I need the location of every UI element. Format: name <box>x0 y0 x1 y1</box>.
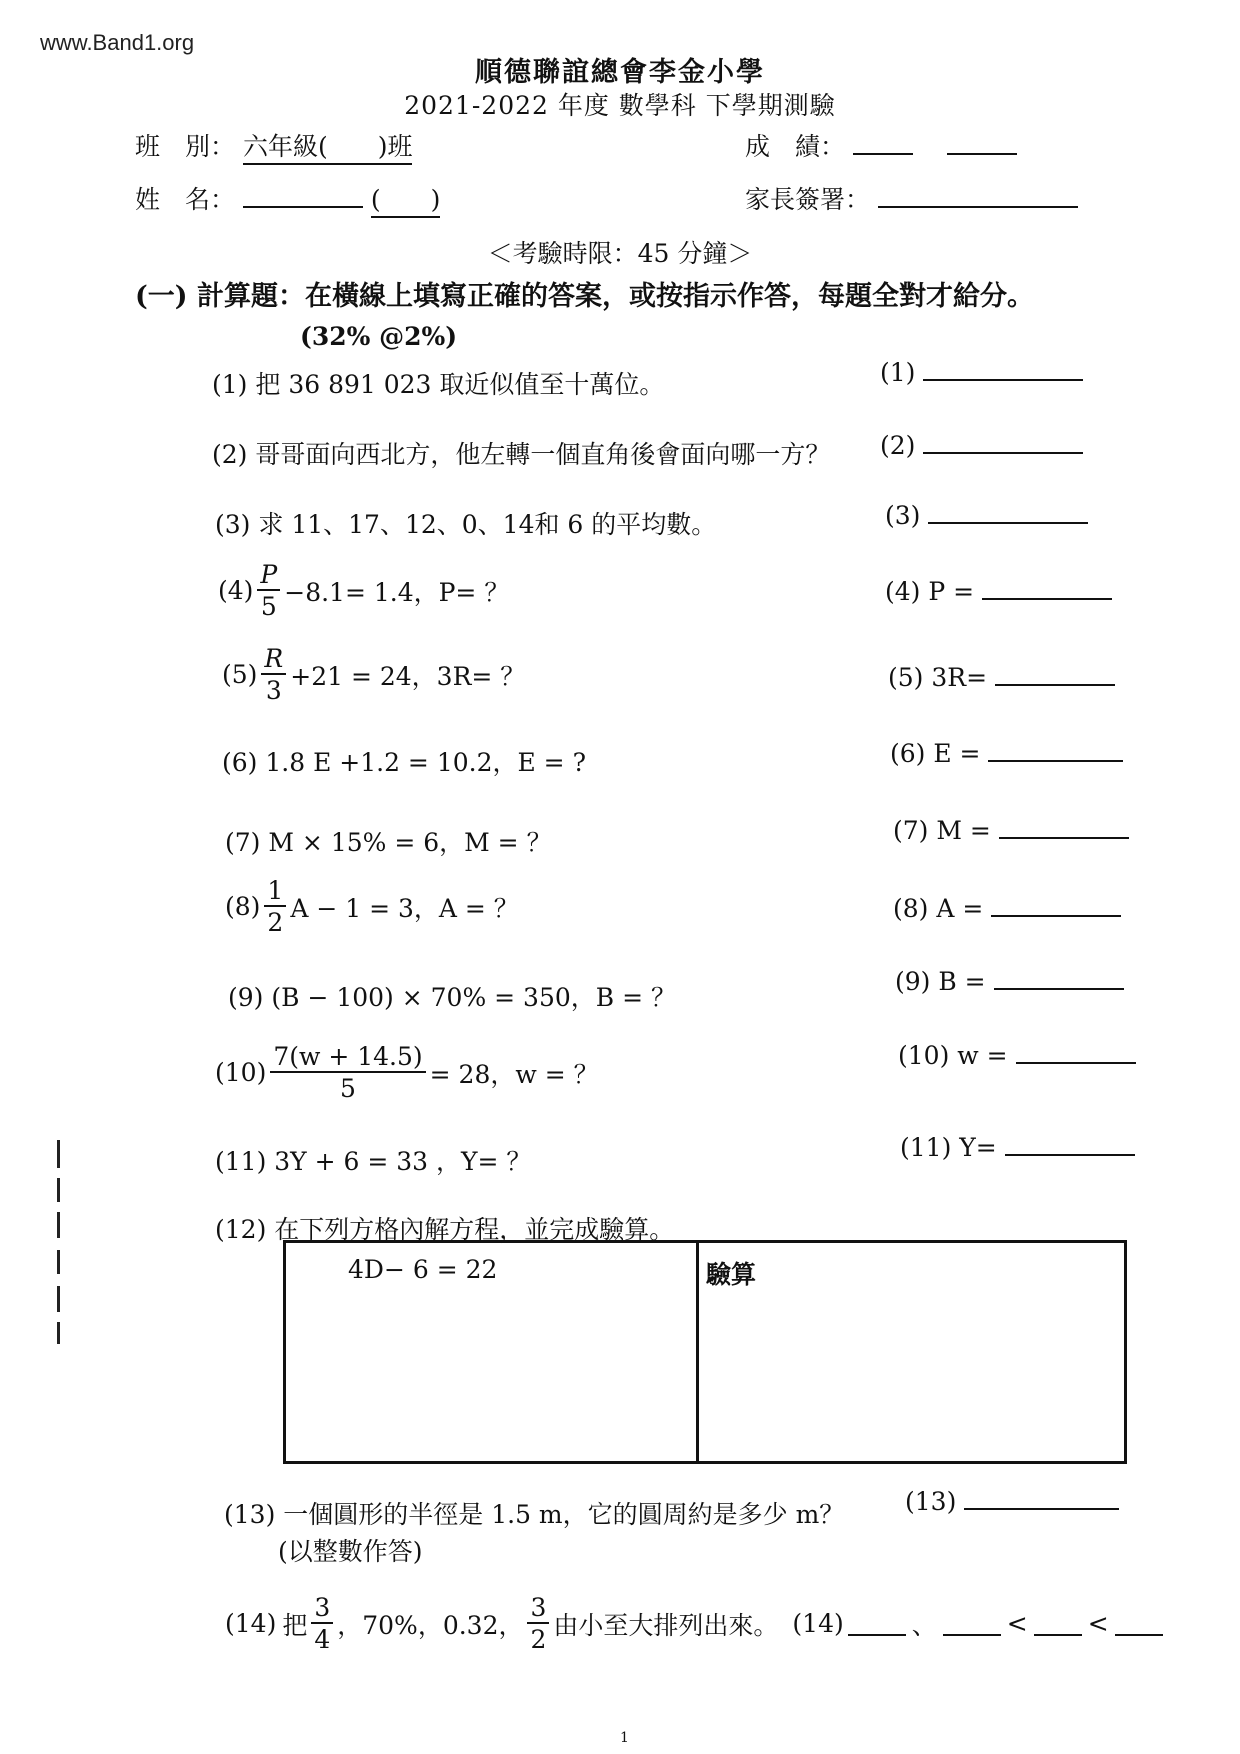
scan-edge-mark <box>57 1286 60 1312</box>
denominator: 5 <box>260 592 277 621</box>
question-number: (11) <box>215 1147 267 1176</box>
parent-row <box>745 180 1078 216</box>
answer-label: (5) 3R= <box>888 663 988 692</box>
name-number-field[interactable]: ( ) <box>371 180 441 218</box>
answer-blank[interactable] <box>988 738 1123 762</box>
answer-10 <box>898 1040 1136 1070</box>
fraction <box>257 562 280 619</box>
question-3 <box>215 505 716 541</box>
answer-blank[interactable] <box>994 966 1124 990</box>
answer-blank-1[interactable] <box>848 1612 906 1636</box>
numerator: P <box>257 562 280 591</box>
answer-label: (4) P = <box>885 577 975 606</box>
section-title: (一) 計算題：在橫線上填寫正確的答案，或按指示作答，每題全對才給分。 <box>135 281 1034 312</box>
page-number: 1 <box>620 1730 629 1746</box>
question-text: (B − 100) × 70% = 350，B = ？ <box>271 983 676 1012</box>
question-text: 求 11、17、12、0、14和 6 的平均數。 <box>258 510 717 539</box>
question-text: 1.8 E +1.2 = 10.2，E = ? <box>265 748 586 777</box>
answer-blank[interactable] <box>1005 1132 1135 1156</box>
parent-signature-field[interactable] <box>878 206 1078 208</box>
working-box <box>283 1240 1127 1464</box>
numerator: 1 <box>264 878 286 907</box>
separator-2: < <box>1006 1609 1028 1638</box>
question-number: (3) <box>215 510 251 539</box>
question-text-mid: ，70%，0.32， <box>337 1610 524 1640</box>
scan-edge-mark <box>57 1178 60 1202</box>
question-number: (7) <box>225 828 261 857</box>
separator-1: 、 <box>911 1610 937 1640</box>
question-number: (4) <box>218 576 254 605</box>
question-text: −8.1= 1.4，P= ？ <box>284 577 510 607</box>
fraction <box>270 1044 425 1101</box>
denominator: 2 <box>530 1625 547 1654</box>
answer-blank-4[interactable] <box>1115 1612 1163 1636</box>
denominator: 3 <box>265 676 282 705</box>
equation: 4D− 6 = 22 <box>348 1255 498 1284</box>
question-text: 把 36 891 023 取近似值至十萬位。 <box>255 370 665 399</box>
answer-label: (6) E = <box>890 739 981 768</box>
section-marks: (32% @2%) <box>300 322 458 351</box>
answer-blank[interactable] <box>923 357 1083 381</box>
answer-blank[interactable] <box>1016 1040 1136 1064</box>
question-number: (14) <box>225 1609 277 1638</box>
question-6 <box>222 743 586 779</box>
fraction-2 <box>527 1595 549 1652</box>
question-7 <box>225 823 552 859</box>
check-label: 驗算 <box>706 1260 757 1289</box>
name-label: 姓 名： <box>135 185 236 214</box>
answer-blank[interactable] <box>995 662 1115 686</box>
answer-4 <box>885 576 1112 606</box>
question-text-pre: 把 <box>282 1610 308 1640</box>
question-number: (2) <box>212 440 248 469</box>
answer-3 <box>885 500 1088 530</box>
denominator: 4 <box>314 1625 331 1654</box>
question-number: (13) <box>224 1500 276 1529</box>
question-number: (5) <box>222 660 258 689</box>
answer-label: (3) <box>885 501 921 530</box>
question-number: (12) <box>215 1215 267 1244</box>
answer-5 <box>888 662 1115 692</box>
question-text: 一個圓形的半徑是 1.5 m，它的圓周約是多少 m？ <box>283 1500 845 1529</box>
question-2 <box>212 435 830 471</box>
scan-edge-mark <box>57 1140 60 1168</box>
answer-blank[interactable] <box>928 500 1088 524</box>
question-text: = 28，w = ？ <box>429 1059 599 1089</box>
answer-13 <box>905 1486 1119 1516</box>
question-number: (10) <box>215 1058 267 1087</box>
answer-8 <box>893 893 1121 923</box>
question-text-post: 由小至大排列出來。 <box>553 1610 779 1640</box>
name-row <box>135 180 440 218</box>
class-label: 班 別： <box>135 132 236 161</box>
answer-label: (10) w = <box>898 1041 1008 1070</box>
scan-edge-mark <box>57 1322 60 1344</box>
school-name: 順德聯誼總會李金小學 <box>475 57 765 88</box>
answer-2 <box>880 430 1083 460</box>
answer-blank-2[interactable] <box>943 1612 1001 1636</box>
answer-7 <box>893 815 1129 845</box>
question-13-note: (以整數作答) <box>278 1537 423 1566</box>
answer-11 <box>900 1132 1135 1162</box>
answer-blank[interactable] <box>999 815 1129 839</box>
question-4 <box>218 562 509 619</box>
score-label: 成 績： <box>745 132 846 161</box>
numerator: 3 <box>527 1595 549 1624</box>
denominator: 5 <box>340 1074 356 1103</box>
fraction <box>261 646 286 703</box>
answer-blank[interactable] <box>923 430 1083 454</box>
question-1 <box>212 365 664 401</box>
time-limit: ＜考驗時限：45 分鐘＞ <box>487 239 753 268</box>
question-text: M × 15% = 6，M = ？ <box>268 828 552 857</box>
question-9 <box>228 978 676 1014</box>
question-text: A − 1 = 3，A = ？ <box>290 893 519 923</box>
fraction-1 <box>311 1595 333 1652</box>
class-row <box>135 127 412 165</box>
score-row <box>745 127 1017 163</box>
answer-6 <box>890 738 1123 768</box>
answer-label: (9) B = <box>895 967 986 996</box>
question-11 <box>215 1142 531 1178</box>
separator-3: < <box>1087 1609 1109 1638</box>
answer-blank-3[interactable] <box>1034 1612 1082 1636</box>
question-number: (1) <box>212 370 248 399</box>
answer-9 <box>895 966 1124 996</box>
question-number: (6) <box>222 748 258 777</box>
answer-label: (7) M = <box>893 816 991 845</box>
question-text: 哥哥面向西北方，他左轉一個直角後會面向哪一方？ <box>255 440 831 469</box>
name-field[interactable] <box>243 206 363 208</box>
question-5 <box>222 646 525 703</box>
parent-label: 家長簽署： <box>745 185 871 214</box>
watermark: www.Band1.org <box>40 30 195 55</box>
answer-blank[interactable] <box>991 893 1121 917</box>
answer-1 <box>880 357 1083 387</box>
answer-label: (8) A = <box>893 894 984 923</box>
question-text: +21 = 24，3R= ？ <box>290 661 526 691</box>
scan-edge-mark <box>57 1250 60 1274</box>
scan-edge-mark <box>57 1212 60 1238</box>
solution-area[interactable] <box>286 1243 694 1461</box>
question-8 <box>225 878 519 935</box>
question-number: (9) <box>228 983 264 1012</box>
question-14 <box>225 1595 1163 1652</box>
answer-label: (2) <box>880 431 916 460</box>
numerator: R <box>261 646 286 675</box>
question-text: 3Y + 6 = 33 ，Y= ？ <box>274 1147 532 1176</box>
answer-label: (1) <box>880 358 916 387</box>
class-field[interactable]: 六年級( )班 <box>243 127 413 165</box>
score-field-1[interactable] <box>853 153 913 155</box>
answer-label: (11) Y= <box>900 1133 997 1162</box>
numerator: 7(w + 14.5) <box>270 1044 425 1073</box>
question-10 <box>215 1044 599 1101</box>
question-number: (8) <box>225 892 261 921</box>
exam-title: 2021-2022 年度 數學科 下學期測驗 <box>404 91 836 120</box>
denominator: 2 <box>267 908 284 937</box>
answer-label: (13) <box>905 1487 957 1516</box>
score-field-2[interactable] <box>947 153 1017 155</box>
answer-blank[interactable] <box>982 576 1112 600</box>
answer-label: (14) <box>792 1609 844 1638</box>
question-text: 在下列方格內解方程，並完成驗算。 <box>274 1215 675 1244</box>
check-area[interactable] <box>699 1243 1121 1461</box>
fraction <box>264 878 286 935</box>
answer-blank[interactable] <box>964 1486 1119 1510</box>
numerator: 3 <box>311 1595 333 1624</box>
question-13 <box>224 1495 844 1531</box>
